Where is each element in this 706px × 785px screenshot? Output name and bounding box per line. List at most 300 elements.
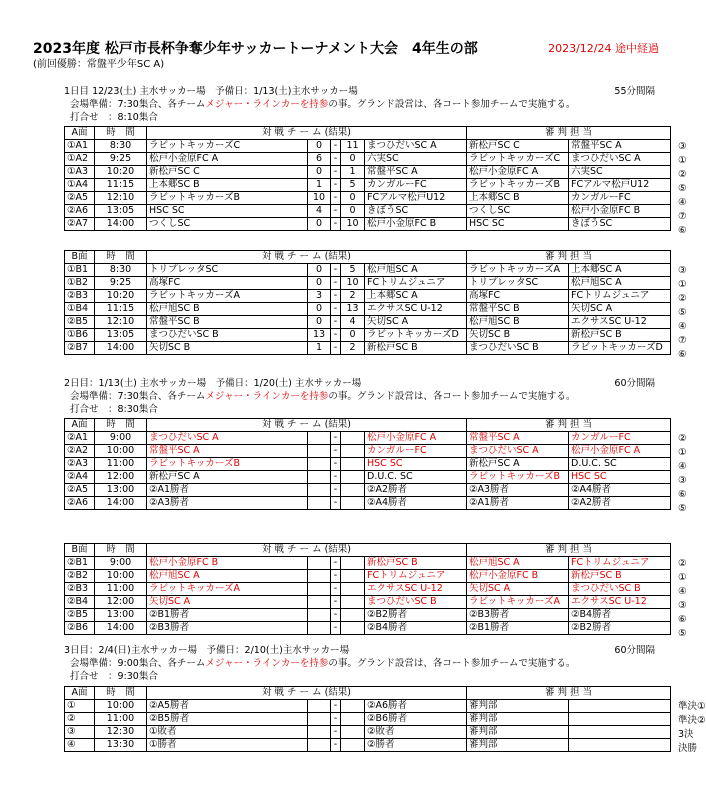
referee-2 xyxy=(569,739,671,752)
group-mark: ⑥ xyxy=(678,489,687,500)
referee-1: 松戸小金原FC A xyxy=(467,166,569,179)
table-row xyxy=(65,445,671,458)
group-mark: 準決① xyxy=(678,701,706,712)
score-home: 0 xyxy=(308,316,331,329)
referee-1: ②A3勝者 xyxy=(467,484,569,497)
team-home: ラビットキッカーズA xyxy=(147,290,308,303)
score-away xyxy=(341,471,365,484)
match-header: 対 戦 チ ー ム (結果) xyxy=(147,419,467,432)
match-time: 13:00 xyxy=(95,484,147,497)
match-number: ②B5 xyxy=(65,609,95,622)
schedule-table xyxy=(64,686,671,752)
score-home xyxy=(308,484,331,497)
score-separator: - xyxy=(331,726,341,739)
prep-instructions xyxy=(70,391,575,403)
score-away: 2 xyxy=(341,290,365,303)
score-away xyxy=(341,739,365,752)
score-away xyxy=(341,557,365,570)
referee-2: エクサスSC U-12 xyxy=(569,596,671,609)
referee-1: 松戸旭SC A xyxy=(467,557,569,570)
score-away: 5 xyxy=(341,179,365,192)
referee-2 xyxy=(569,726,671,739)
match-time: 13:05 xyxy=(95,329,147,342)
previous-winner: (前回優勝：常盤平少年SC A) xyxy=(33,59,165,70)
referee-1: 矢切SC A xyxy=(467,583,569,596)
score-separator: - xyxy=(331,471,341,484)
prep-instructions xyxy=(70,99,575,111)
match-header: 対 戦 チ ー ム (結果) xyxy=(147,544,467,557)
score-away: 0 xyxy=(341,153,365,166)
score-home xyxy=(308,445,331,458)
match-time: 10:00 xyxy=(95,445,147,458)
score-away: 4 xyxy=(341,316,365,329)
table-row xyxy=(65,739,671,752)
match-number: ①A1 xyxy=(65,140,95,153)
referee-1: 松戸旭SC B xyxy=(467,316,569,329)
referee-1: ②B1勝者 xyxy=(467,622,569,635)
score-separator: - xyxy=(331,192,341,205)
score-away xyxy=(341,609,365,622)
table-row xyxy=(65,179,671,192)
score-home: 0 xyxy=(308,166,331,179)
score-separator: - xyxy=(331,739,341,752)
referee-2: 松戸旭SC A xyxy=(569,277,671,290)
referee-2: 新松戸SC B xyxy=(569,329,671,342)
group-mark: ① xyxy=(678,572,687,583)
referee-header: 審 判 担 当 xyxy=(467,544,671,557)
match-number: ②A6 xyxy=(65,205,95,218)
match-number: ②B6 xyxy=(65,622,95,635)
referee-2: ラビットキッカーズD xyxy=(569,342,671,355)
table-header-row xyxy=(65,127,671,140)
team-away: ②B6勝者 xyxy=(365,713,467,726)
match-time: 12:10 xyxy=(95,316,147,329)
match-time: 9:00 xyxy=(95,432,147,445)
team-home: 高塚FC xyxy=(147,277,308,290)
referee-1: 上本郷SC B xyxy=(467,192,569,205)
match-time: 14:00 xyxy=(95,497,147,510)
score-away xyxy=(341,458,365,471)
team-away: ②勝者 xyxy=(365,739,467,752)
referee-1: HSC SC xyxy=(467,218,569,231)
team-away: 松戸旭SC A xyxy=(365,264,467,277)
time-header: 時 間 xyxy=(95,419,147,432)
prep-equipment-note: メジャー・ラインカーを持参 xyxy=(205,99,329,110)
match-number: ②A1 xyxy=(65,432,95,445)
match-time: 10:20 xyxy=(95,166,147,179)
match-number: ①A4 xyxy=(65,179,95,192)
table-row xyxy=(65,218,671,231)
score-home xyxy=(308,622,331,635)
referee-2: 新松戸SC B xyxy=(569,570,671,583)
schedule-table xyxy=(64,250,671,355)
group-mark: ⑥ xyxy=(678,614,687,625)
time-header: 時 間 xyxy=(95,544,147,557)
team-home: 矢切SC A xyxy=(147,596,308,609)
referee-1: 松戸小金原FC B xyxy=(467,570,569,583)
team-away: ②A2勝者 xyxy=(365,484,467,497)
score-home: 3 xyxy=(308,290,331,303)
score-home: 13 xyxy=(308,329,331,342)
group-mark: ① xyxy=(678,279,687,290)
score-away: 1 xyxy=(341,166,365,179)
team-home: ②B1勝者 xyxy=(147,609,308,622)
score-away: 0 xyxy=(341,192,365,205)
score-away xyxy=(341,445,365,458)
match-time: 12:30 xyxy=(95,726,147,739)
score-away xyxy=(341,432,365,445)
court-header: B面 xyxy=(65,544,95,557)
table-header-row xyxy=(65,544,671,557)
referee-2: 松戸小金原FC B xyxy=(569,205,671,218)
match-time: 14:00 xyxy=(95,622,147,635)
referee-1: 審判部 xyxy=(467,739,569,752)
time-header: 時 間 xyxy=(95,251,147,264)
team-home: トリプレッタSC xyxy=(147,264,308,277)
score-away: 10 xyxy=(341,218,365,231)
referee-1: トリプレッタSC xyxy=(467,277,569,290)
score-home: 0 xyxy=(308,264,331,277)
group-mark: ⑥ xyxy=(678,349,687,360)
match-number: ②A3 xyxy=(65,458,95,471)
group-mark: ② xyxy=(678,293,687,304)
team-home: ラビットキッカーズB xyxy=(147,192,308,205)
team-away: ②B2勝者 xyxy=(365,609,467,622)
team-home: ①敗者 xyxy=(147,726,308,739)
score-home xyxy=(308,596,331,609)
team-away: ②B4勝者 xyxy=(365,622,467,635)
match-time: 11:00 xyxy=(95,458,147,471)
score-separator: - xyxy=(331,140,341,153)
referee-2: きぼうSC xyxy=(569,218,671,231)
referee-header: 審 判 担 当 xyxy=(467,687,671,700)
match-number: ②B1 xyxy=(65,557,95,570)
referee-1: まつひだいSC B xyxy=(467,342,569,355)
score-away xyxy=(341,497,365,510)
day-info: 1日目 12/23(土) 主水サッカー場 予備日：1/13(土)主水サッカー場 xyxy=(64,86,358,97)
match-number: ①A3 xyxy=(65,166,95,179)
match-number: ②B3 xyxy=(65,290,95,303)
meeting-time: 打合せ ：8:10集合 xyxy=(70,112,158,123)
match-time: 12:00 xyxy=(95,471,147,484)
group-mark: ⑤ xyxy=(678,183,687,194)
table-row xyxy=(65,471,671,484)
schedule-table xyxy=(64,418,671,510)
match-time: 13:05 xyxy=(95,205,147,218)
meeting-time: 打合せ ：9:30集合 xyxy=(70,671,158,682)
match-time: 11:00 xyxy=(95,713,147,726)
group-mark: 3決 xyxy=(678,729,694,740)
update-status: 2023/12/24 途中経過 xyxy=(548,42,659,55)
referee-1: 新松戸SC C xyxy=(467,140,569,153)
score-home xyxy=(308,570,331,583)
referee-2 xyxy=(569,700,671,713)
score-home xyxy=(308,609,331,622)
match-time: 11:15 xyxy=(95,303,147,316)
match-number: ②A7 xyxy=(65,218,95,231)
referee-2: 上本郷SC A xyxy=(569,264,671,277)
match-time: 10:20 xyxy=(95,290,147,303)
team-away: FCトリムジュニア xyxy=(365,570,467,583)
schedule-table xyxy=(64,126,671,231)
team-home: 常盤平SC A xyxy=(147,445,308,458)
meeting-time: 打合せ ：8:30集合 xyxy=(70,404,158,415)
score-separator: - xyxy=(331,432,341,445)
team-home: ②A1勝者 xyxy=(147,484,308,497)
score-separator: - xyxy=(331,277,341,290)
referee-1: ②B3勝者 xyxy=(467,609,569,622)
table-header-row xyxy=(65,687,671,700)
day-info: 3日目：2/4(日)主水サッカー場 予備日：2/10(土)主水サッカー場 xyxy=(64,645,350,656)
team-home: 矢切SC B xyxy=(147,342,308,355)
referee-1: ラビットキッカーズA xyxy=(467,596,569,609)
score-away xyxy=(341,583,365,596)
prep-equipment-note: メジャー・ラインカーを持参 xyxy=(205,391,329,402)
group-mark: ⑤ xyxy=(678,628,687,639)
match-time: 12:00 xyxy=(95,596,147,609)
table-row xyxy=(65,570,671,583)
referee-2: FCトリムジュニア xyxy=(569,557,671,570)
team-away: 新松戸SC B xyxy=(365,342,467,355)
referee-1: 新松戸SC A xyxy=(467,458,569,471)
group-mark: ② xyxy=(678,558,687,569)
score-home xyxy=(308,700,331,713)
time-header: 時 間 xyxy=(95,687,147,700)
team-home: ラビットキッカーズB xyxy=(147,458,308,471)
day-info: 2日目：1/13(土) 主水サッカー場 予備日：1/20(土) 主水サッカー場 xyxy=(64,378,362,389)
team-home: 常盤平SC B xyxy=(147,316,308,329)
team-away: 松戸小金原FC B xyxy=(365,218,467,231)
group-mark: ③ xyxy=(678,600,687,611)
team-home: 松戸小金原FC A xyxy=(147,153,308,166)
score-away xyxy=(341,484,365,497)
score-home: 0 xyxy=(308,277,331,290)
match-number: ①B4 xyxy=(65,303,95,316)
score-home: 10 xyxy=(308,192,331,205)
table-row xyxy=(65,277,671,290)
referee-2: 常盤平SC A xyxy=(569,140,671,153)
score-separator: - xyxy=(331,497,341,510)
team-away: 松戸小金原FC A xyxy=(365,432,467,445)
team-home: 上本郷SC B xyxy=(147,179,308,192)
table-row xyxy=(65,583,671,596)
referee-1: 矢切SC B xyxy=(467,329,569,342)
group-mark: ① xyxy=(678,155,687,166)
team-away: ②敗者 xyxy=(365,726,467,739)
referee-1: 常盤平SC A xyxy=(467,432,569,445)
referee-2: ②B2勝者 xyxy=(569,622,671,635)
prep-text: 会場準備：7:30集合、各チーム xyxy=(70,391,206,402)
score-separator: - xyxy=(331,557,341,570)
table-row xyxy=(65,329,671,342)
score-separator: - xyxy=(331,303,341,316)
referee-header: 審 判 担 当 xyxy=(467,127,671,140)
team-away: 六実SC xyxy=(365,153,467,166)
score-away xyxy=(341,726,365,739)
team-home: まつひだいSC A xyxy=(147,432,308,445)
match-time: 10:00 xyxy=(95,700,147,713)
team-away: FCトリムジュニア xyxy=(365,277,467,290)
score-separator: - xyxy=(331,713,341,726)
team-home: つくしSC xyxy=(147,218,308,231)
team-home: 松戸小金原FC B xyxy=(147,557,308,570)
referee-2: カンガルーFC xyxy=(569,192,671,205)
team-home: 松戸旭SC B xyxy=(147,303,308,316)
table-row xyxy=(65,596,671,609)
score-home xyxy=(308,713,331,726)
score-away xyxy=(341,713,365,726)
score-separator: - xyxy=(331,316,341,329)
score-away xyxy=(341,570,365,583)
referee-2: まつひだいSC A xyxy=(569,153,671,166)
referee-2: ②B4勝者 xyxy=(569,609,671,622)
match-number: ②B2 xyxy=(65,570,95,583)
referee-1: まつひだいSC A xyxy=(467,445,569,458)
group-mark: 準決② xyxy=(678,715,706,726)
match-number: ②A4 xyxy=(65,471,95,484)
match-time: 10:00 xyxy=(95,570,147,583)
match-time: 14:00 xyxy=(95,342,147,355)
team-away: ラビットキッカーズD xyxy=(365,329,467,342)
referee-1: ラビットキッカーズA xyxy=(467,264,569,277)
score-home xyxy=(308,497,331,510)
referee-2: 松戸小金原FC A xyxy=(569,445,671,458)
team-away: まつひだいSC A xyxy=(365,140,467,153)
group-mark: ③ xyxy=(678,475,687,486)
group-mark: ② xyxy=(678,433,687,444)
score-separator: - xyxy=(331,290,341,303)
referee-1: 審判部 xyxy=(467,713,569,726)
match-time: 12:10 xyxy=(95,192,147,205)
match-time: 13:30 xyxy=(95,739,147,752)
referee-2 xyxy=(569,713,671,726)
team-home: まつひだいSC B xyxy=(147,329,308,342)
match-time: 13:00 xyxy=(95,609,147,622)
match-header: 対 戦 チ ー ム (結果) xyxy=(147,251,467,264)
table-row xyxy=(65,153,671,166)
team-home: 新松戸SC C xyxy=(147,166,308,179)
referee-2: D.U.C. SC xyxy=(569,458,671,471)
match-time: 14:00 xyxy=(95,218,147,231)
table-row xyxy=(65,726,671,739)
score-separator: - xyxy=(331,609,341,622)
referee-1: ラビットキッカーズB xyxy=(467,179,569,192)
score-home xyxy=(308,739,331,752)
group-mark: ② xyxy=(678,169,687,180)
match-number: ②B4 xyxy=(65,596,95,609)
group-mark: 決勝 xyxy=(678,743,698,754)
team-home: HSC SC xyxy=(147,205,308,218)
match-time: 9:25 xyxy=(95,277,147,290)
table-row xyxy=(65,192,671,205)
match-number: ④ xyxy=(65,739,95,752)
score-home: 0 xyxy=(308,140,331,153)
interval-label: 55分間隔 xyxy=(614,86,655,97)
referee-header: 審 判 担 当 xyxy=(467,251,671,264)
referee-1: ラビットキッカーズB xyxy=(467,471,569,484)
match-number: ②B7 xyxy=(65,342,95,355)
group-mark: ① xyxy=(678,447,687,458)
prep-instructions xyxy=(70,658,575,670)
table-row xyxy=(65,557,671,570)
score-separator: - xyxy=(331,596,341,609)
referee-2: ②A2勝者 xyxy=(569,497,671,510)
team-away: まつひだいSC B xyxy=(365,596,467,609)
match-number: ②B3 xyxy=(65,583,95,596)
group-mark: ③ xyxy=(678,265,687,276)
referee-2: カンガルーFC xyxy=(569,432,671,445)
score-separator: - xyxy=(331,622,341,635)
referee-2: ②A4勝者 xyxy=(569,484,671,497)
score-away: 5 xyxy=(341,264,365,277)
score-home xyxy=(308,458,331,471)
table-header-row xyxy=(65,251,671,264)
table-row xyxy=(65,484,671,497)
interval-label: 60分間隔 xyxy=(614,645,655,656)
match-number: ②A5 xyxy=(65,192,95,205)
table-row xyxy=(65,140,671,153)
score-home xyxy=(308,471,331,484)
score-separator: - xyxy=(331,484,341,497)
table-row xyxy=(65,316,671,329)
referee-2: FCアルマ松戸U12 xyxy=(569,179,671,192)
prep-text-rest: の事。グランド設営は、各コート参加チームで実施する。 xyxy=(328,99,576,110)
time-header: 時 間 xyxy=(95,127,147,140)
match-time: 9:25 xyxy=(95,153,147,166)
referee-header: 審 判 担 当 xyxy=(467,419,671,432)
referee-2: まつひだいSC B xyxy=(569,583,671,596)
table-row xyxy=(65,713,671,726)
team-away: D.U.C. SC xyxy=(365,471,467,484)
team-away: カンガルーFC xyxy=(365,445,467,458)
team-away: 常盤平SC A xyxy=(365,166,467,179)
prep-equipment-note: メジャー・ラインカーを持参 xyxy=(205,658,329,669)
score-away xyxy=(341,596,365,609)
group-mark: ⑤ xyxy=(678,503,687,514)
match-number: ①B2 xyxy=(65,277,95,290)
team-home: ①勝者 xyxy=(147,739,308,752)
match-number: ① xyxy=(65,700,95,713)
team-away: きぼうSC xyxy=(365,205,467,218)
referee-2: FCトリムジュニア xyxy=(569,290,671,303)
score-home xyxy=(308,583,331,596)
team-home: ②A3勝者 xyxy=(147,497,308,510)
score-separator: - xyxy=(331,166,341,179)
match-number: ② xyxy=(65,713,95,726)
referee-1: 審判部 xyxy=(467,700,569,713)
team-home: ②B3勝者 xyxy=(147,622,308,635)
score-separator: - xyxy=(331,205,341,218)
interval-label: 60分間隔 xyxy=(614,378,655,389)
table-row xyxy=(65,342,671,355)
team-away: 矢切SC A xyxy=(365,316,467,329)
score-home: 0 xyxy=(308,218,331,231)
score-away: 0 xyxy=(341,205,365,218)
score-away: 0 xyxy=(341,329,365,342)
referee-2: エクサスSC U-12 xyxy=(569,316,671,329)
score-separator: - xyxy=(331,583,341,596)
score-home xyxy=(308,557,331,570)
score-away: 2 xyxy=(341,342,365,355)
score-home: 1 xyxy=(308,179,331,192)
score-separator: - xyxy=(331,264,341,277)
table-row xyxy=(65,166,671,179)
court-header: A面 xyxy=(65,687,95,700)
referee-1: 高塚FC xyxy=(467,290,569,303)
table-row xyxy=(65,303,671,316)
referee-2: HSC SC xyxy=(569,471,671,484)
group-mark: ⑤ xyxy=(678,307,687,318)
